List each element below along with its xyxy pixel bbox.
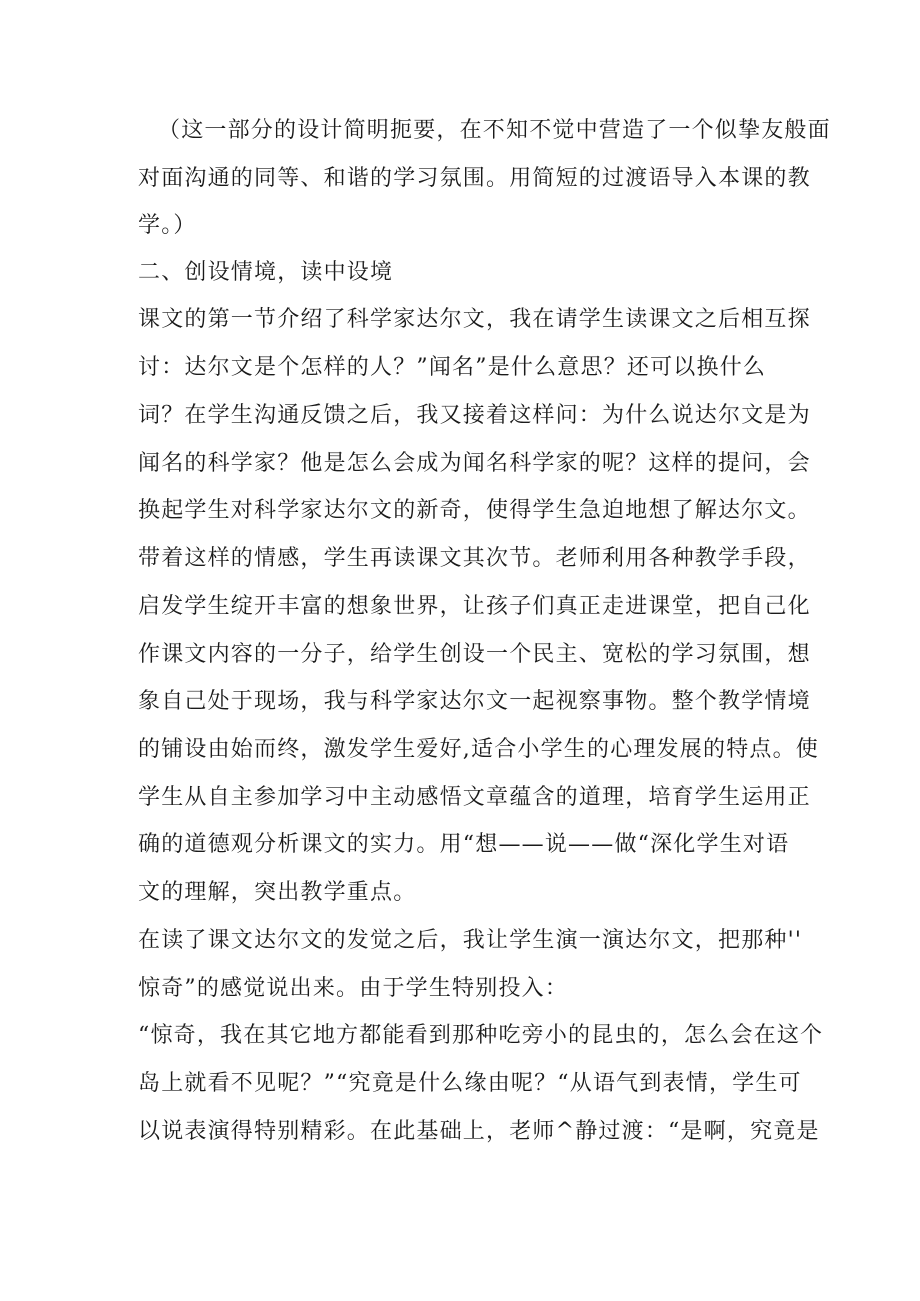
text-line-15: 学生从自主参加学习中主动感悟文章蕴含的道理，培育学生运用正 [138, 785, 811, 810]
text-line-21: 岛上就看不见呢？”“究竟是什么缘由呢？“从语气到表情，学生可 [138, 1071, 802, 1096]
text-line-16: 确的道德观分析课文的实力。用“想——说——做“深化学生对语 [138, 832, 790, 857]
text-line-19: 惊奇”的感觉说出来。由于学生特别投入： [138, 976, 569, 1001]
text-line-11: 启发学生绽开丰富的想象世界，让孩子们真正走进课堂，把自己化 [138, 594, 811, 619]
text-line-20: “惊奇，我在其它地方都能看到那种吃旁小的昆虫的，怎么会在这个 [138, 1023, 824, 1048]
text-line-1: （这一部分的设计简明扼要，在不知不觉中营造了一个似挚友般面 [158, 118, 831, 143]
text-line-2: 对面沟通的同等、和谐的学习氛围。用简短的过渡语导入本课的教 [138, 166, 811, 191]
text-line-7: 词？在学生沟通反馈之后，我又接着这样问：为什么说达尔文是为 [138, 403, 811, 428]
text-line-8: 闻名的科学家？他是怎么会成为闻名科学家的呢？这样的提问，会 [138, 451, 811, 476]
text-line-18: 在读了课文达尔文的发觉之后，我让学生演一演达尔文，把那种'' [138, 928, 803, 953]
text-line-9: 换起学生对科学家达尔文的新奇，使得学生急迫地想了解达尔文。 [138, 498, 811, 523]
text-line-10: 带着这样的情感，学生再读课文其次节。老师利用各种教学手段， [138, 546, 811, 571]
text-line-5: 课文的第一节介绍了科学家达尔文，我在请学生读课文之后相互探 [138, 307, 811, 332]
text-line-14: 的铺设由始而终，激发学生爱好,适合小学生的心理发展的特点。使 [138, 737, 819, 762]
text-line-12: 作课文内容的一分子，给学生创设一个民主、宽松的学习氛围，想 [138, 642, 811, 667]
section-heading: 二、创设情境，读中设境 [138, 260, 394, 285]
text-line-22: 以说表演得特别精彩。在此基础上，老师^静过渡：“是啊，究竟是 [138, 1119, 820, 1144]
text-line-17: 文的理解，突出教学重点。 [138, 880, 417, 905]
text-line-13: 象自己处于现场，我与科学家达尔文一起视察事物。整个教学情境 [138, 689, 811, 714]
text-line-3: 学。） [138, 213, 197, 238]
text-line-6: 讨：达尔文是个怎样的人？”闻名”是什么意思？还可以换什么 [138, 355, 767, 380]
